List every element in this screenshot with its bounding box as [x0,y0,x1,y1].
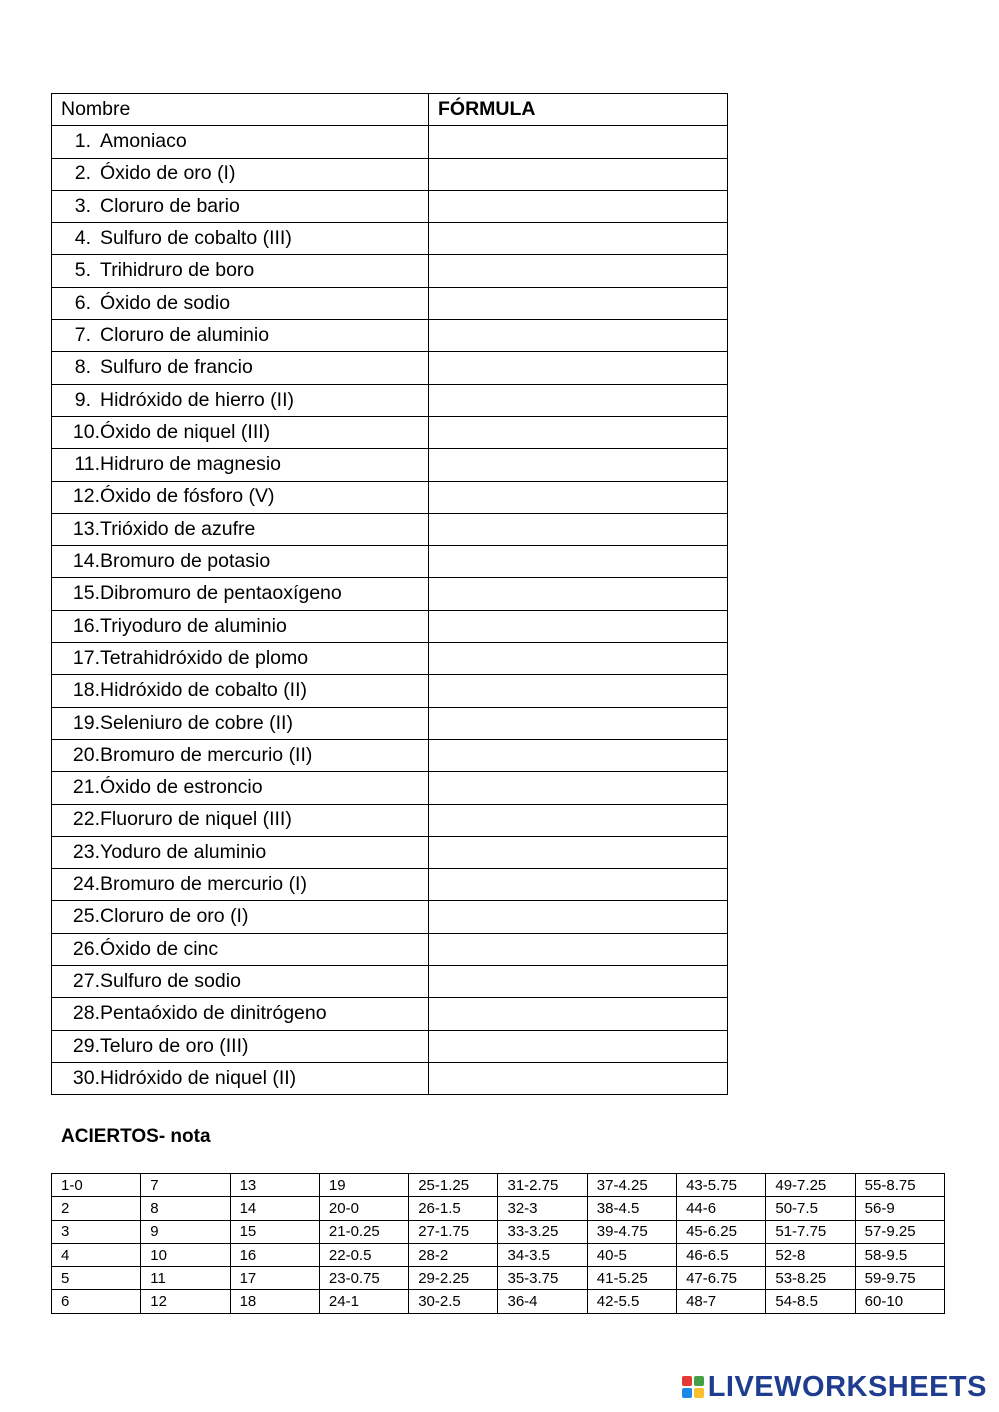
formula-cell[interactable] [429,739,728,771]
compound-name: Cloruro de aluminio [100,323,270,346]
formula-answer-input[interactable] [438,322,727,350]
compound-name: Óxido de oro (I) [100,162,236,185]
item-number: 11. [74,453,100,476]
item-number: 8. [74,356,91,379]
formula-column-header: FÓRMULA [429,94,728,126]
compound-row [52,546,728,578]
formula-cell[interactable] [429,836,728,868]
formula-answer-input[interactable] [438,193,727,221]
compound-name: Hidróxido de hierro (II) [100,388,294,411]
compound-row [52,739,728,771]
compound-name-cell [52,772,429,804]
compound-row [52,933,728,965]
formula-cell[interactable] [429,352,728,384]
formula-cell[interactable] [429,707,728,739]
compound-name-cell [52,352,429,384]
grading-cell: 47-6.75 [677,1267,766,1290]
formula-cell[interactable] [429,772,728,804]
grading-cell: 11 [141,1267,230,1290]
formula-cell[interactable] [429,675,728,707]
formula-answer-input[interactable] [438,1000,727,1028]
formula-answer-input[interactable] [438,580,727,608]
compound-name-cell [52,739,429,771]
formula-answer-input[interactable] [438,1065,727,1093]
formula-cell[interactable] [429,255,728,287]
item-number: 10. [72,420,100,443]
compound-name-cell [52,449,429,481]
grading-cell: 35-3.75 [498,1267,587,1290]
formula-answer-input[interactable] [438,354,727,382]
formula-cell[interactable] [429,320,728,352]
formula-cell[interactable] [429,1030,728,1062]
compound-row [52,610,728,642]
compound-name-cell [52,707,429,739]
grading-cell: 8 [141,1197,230,1220]
compound-row [52,190,728,222]
compound-name: Cloruro de bario [100,194,240,217]
compound-name: Teluro de oro (III) [100,1034,249,1057]
item-number: 12. [72,485,100,508]
formula-cell[interactable] [429,287,728,319]
compound-row [52,643,728,675]
grading-cell: 5 [52,1267,141,1290]
formula-answer-input[interactable] [438,225,727,253]
grading-cell: 4 [52,1243,141,1266]
brand-name: LIVEWORKSHEETS [707,1370,987,1403]
compound-row [52,416,728,448]
grading-cell: 33-3.25 [498,1220,587,1243]
item-number: 3. [74,194,91,217]
grading-cell: 9 [141,1220,230,1243]
compound-name-cell [52,675,429,707]
grading-cell: 48-7 [677,1290,766,1313]
formula-answer-input[interactable] [438,419,727,447]
formula-cell[interactable] [429,190,728,222]
item-number: 4. [74,227,91,250]
item-number: 9. [74,388,91,411]
compound-name-cell [52,610,429,642]
item-number: 7. [74,323,91,346]
item-number: 16. [72,614,100,637]
grading-cell: 29-2.25 [409,1267,498,1290]
grading-cell: 18 [230,1290,319,1313]
compound-row [52,320,728,352]
formula-answer-input[interactable] [438,128,727,156]
formula-cell[interactable] [429,998,728,1030]
compound-row [52,772,728,804]
compound-name-cell [52,966,429,998]
compound-name: Yoduro de aluminio [100,840,267,863]
compound-name-cell [52,804,429,836]
formula-answer-input[interactable] [438,871,727,899]
grading-cell: 60-10 [855,1290,944,1313]
grading-cell: 45-6.25 [677,1220,766,1243]
grading-cell: 32-3 [498,1197,587,1220]
grading-row [52,1290,945,1313]
compound-name-cell [52,998,429,1030]
item-number: 14. [72,550,100,573]
compound-row [52,158,728,190]
formula-answer-input[interactable] [438,451,727,479]
formula-answer-input[interactable] [438,483,727,511]
formula-answer-input[interactable] [438,709,727,737]
grading-cell: 58-9.5 [855,1243,944,1266]
compound-name: Pentaóxido de dinitrógeno [100,1002,327,1025]
compound-name: Triyoduro de aluminio [100,614,287,637]
compound-name: Hidruro de magnesio [100,453,282,476]
compound-row [52,966,728,998]
name-column-header: Nombre [52,94,429,126]
compound-name: Fluoruro de niquel (III) [100,808,292,831]
formula-answer-input[interactable] [438,516,727,544]
compound-name: Amoniaco [100,130,187,153]
grading-cell: 41-5.25 [587,1267,676,1290]
table-header-row [52,94,728,126]
item-number: 2. [74,162,91,185]
liveworksheets-logo [682,1369,987,1405]
item-number: 26. [72,937,100,960]
grading-cell: 19 [319,1174,408,1197]
compound-row [52,804,728,836]
grading-row [52,1267,945,1290]
grading-cell: 24-1 [319,1290,408,1313]
compound-name-cell [52,287,429,319]
grading-cell: 26-1.5 [409,1197,498,1220]
grading-cell: 23-0.75 [319,1267,408,1290]
formula-cell[interactable] [429,933,728,965]
compound-name: Cloruro de oro (I) [100,905,249,928]
grading-row [52,1243,945,1266]
formula-answer-input[interactable] [438,645,727,673]
compound-row [52,287,728,319]
compound-name: Trihidruro de boro [100,259,255,282]
compound-row [52,126,728,158]
compound-row [52,901,728,933]
grading-cell: 34-3.5 [498,1243,587,1266]
item-number: 18. [72,679,100,702]
logo-block [694,1376,704,1386]
compound-row [52,1030,728,1062]
compound-row [52,675,728,707]
item-number: 13. [72,517,100,540]
formula-answer-input[interactable] [438,838,727,866]
item-number: 23. [72,840,100,863]
compound-name-cell [52,126,429,158]
compound-name: Sulfuro de cobalto (III) [100,227,292,250]
grading-cell: 55-8.75 [855,1174,944,1197]
grading-cell: 59-9.75 [855,1267,944,1290]
grading-cell: 21-0.25 [319,1220,408,1243]
grading-cell: 16 [230,1243,319,1266]
item-number: 28. [72,1002,100,1025]
compounds-table [51,93,728,1095]
grading-cell: 46-6.5 [677,1243,766,1266]
item-number: 24. [72,873,100,896]
grading-cell: 39-4.75 [587,1220,676,1243]
grading-cell: 43-5.75 [677,1174,766,1197]
grading-cell: 12 [141,1290,230,1313]
item-number: 15. [72,582,100,605]
formula-answer-input[interactable] [438,160,727,188]
grading-cell: 6 [52,1290,141,1313]
item-number: 30. [72,1066,100,1089]
grading-cell: 51-7.75 [766,1220,855,1243]
compound-name: Sulfuro de francio [100,356,253,379]
compound-name: Bromuro de potasio [100,550,271,573]
formula-cell[interactable] [429,481,728,513]
compound-row [52,513,728,545]
grading-cell: 30-2.5 [409,1290,498,1313]
formula-cell[interactable] [429,578,728,610]
grading-cell: 10 [141,1243,230,1266]
compound-row [52,836,728,868]
formula-cell[interactable] [429,966,728,998]
compound-name-cell [52,1030,429,1062]
item-number: 6. [74,291,91,314]
formula-answer-input[interactable] [438,612,727,640]
compound-row [52,481,728,513]
compound-name-cell [52,158,429,190]
compound-name-cell [52,546,429,578]
logo-block [694,1388,704,1398]
formula-cell[interactable] [429,513,728,545]
grading-cell: 57-9.25 [855,1220,944,1243]
item-number: 5. [74,259,91,282]
grading-cell: 38-4.5 [587,1197,676,1220]
logo-block [682,1388,692,1398]
compound-name-cell [52,933,429,965]
logo-blocks-icon [682,1376,704,1398]
compound-name: Óxido de cinc [100,937,219,960]
formula-answer-input[interactable] [438,1032,727,1060]
grading-cell: 31-2.75 [498,1174,587,1197]
formula-answer-input[interactable] [438,257,727,285]
compound-name-cell [52,836,429,868]
grading-cell: 1-0 [52,1174,141,1197]
item-number: 17. [72,646,100,669]
formula-answer-input[interactable] [438,968,727,996]
formula-answer-input[interactable] [438,774,727,802]
formula-cell[interactable] [429,384,728,416]
grading-cell: 49-7.25 [766,1174,855,1197]
grading-cell: 40-5 [587,1243,676,1266]
compound-name-cell [52,255,429,287]
grading-row [52,1220,945,1243]
compound-name: Bromuro de mercurio (I) [100,873,307,896]
item-number: 25. [72,905,100,928]
grading-cell: 37-4.25 [587,1174,676,1197]
compound-name-cell [52,190,429,222]
compound-name: Trióxido de azufre [100,517,256,540]
formula-cell[interactable] [429,1062,728,1094]
grading-row [52,1197,945,1220]
compound-row [52,578,728,610]
formula-cell[interactable] [429,449,728,481]
compound-name-cell [52,578,429,610]
item-number: 1. [74,130,91,153]
grading-cell: 52-8 [766,1243,855,1266]
grading-row [52,1174,945,1197]
formula-cell[interactable] [429,643,728,675]
formula-cell[interactable] [429,610,728,642]
compound-name: Hidróxido de niquel (II) [100,1066,297,1089]
compound-row [52,449,728,481]
formula-answer-input[interactable] [438,806,727,834]
compound-row [52,998,728,1030]
compound-name-cell [52,869,429,901]
compound-name: Sulfuro de sodio [100,969,241,992]
grading-cell: 44-6 [677,1197,766,1220]
item-number: 21. [72,776,100,799]
formula-cell[interactable] [429,158,728,190]
formula-cell[interactable] [429,546,728,578]
compound-name: Hidróxido de cobalto (II) [100,679,308,702]
formula-cell[interactable] [429,416,728,448]
grading-cell: 7 [141,1174,230,1197]
compound-name: Seleniuro de cobre (II) [100,711,293,734]
formula-cell[interactable] [429,126,728,158]
compound-name: Bromuro de mercurio (II) [100,743,313,766]
compound-row [52,869,728,901]
compound-name: Óxido de sodio [100,291,231,314]
compound-name: Óxido de estroncio [100,776,263,799]
compound-name: Óxido de niquel (III) [100,420,271,443]
compound-name-cell [52,1062,429,1094]
grading-cell: 56-9 [855,1197,944,1220]
formula-cell[interactable] [429,223,728,255]
compound-name-cell [52,223,429,255]
compound-name-cell [52,513,429,545]
compound-name-cell [52,384,429,416]
grading-cell: 42-5.5 [587,1290,676,1313]
grading-cell: 28-2 [409,1243,498,1266]
compound-row [52,223,728,255]
formula-answer-input[interactable] [438,289,727,317]
compound-name-cell [52,320,429,352]
compound-row [52,384,728,416]
grading-cell: 14 [230,1197,319,1220]
formula-answer-input[interactable] [438,742,727,770]
grading-cell: 22-0.5 [319,1243,408,1266]
item-number: 19. [72,711,100,734]
grading-cell: 54-8.5 [766,1290,855,1313]
compound-name: Dibromuro de pentaoxígeno [100,582,342,605]
compound-name-cell [52,643,429,675]
grading-cell: 20-0 [319,1197,408,1220]
formula-answer-input[interactable] [438,386,727,414]
compound-name: Tetrahidróxido de plomo [100,646,309,669]
compound-row [52,255,728,287]
logo-block [682,1376,692,1386]
formula-answer-input[interactable] [438,935,727,963]
compound-name-cell [52,416,429,448]
item-number: 29. [72,1034,100,1057]
formula-cell[interactable] [429,804,728,836]
grading-cell: 53-8.25 [766,1267,855,1290]
grading-cell: 27-1.75 [409,1220,498,1243]
grading-cell: 36-4 [498,1290,587,1313]
formula-answer-input[interactable] [438,677,727,705]
compound-row [52,352,728,384]
grading-cell: 2 [52,1197,141,1220]
grading-cell: 17 [230,1267,319,1290]
item-number: 27. [72,969,100,992]
formula-cell[interactable] [429,869,728,901]
grading-cell: 25-1.25 [409,1174,498,1197]
formula-answer-input[interactable] [438,903,727,931]
compound-row [52,707,728,739]
compound-row [52,1062,728,1094]
grading-cell: 13 [230,1174,319,1197]
grading-cell: 50-7.5 [766,1197,855,1220]
formula-answer-input[interactable] [438,548,727,576]
compound-name-cell [52,901,429,933]
grading-title: ACIERTOS- nota [61,1126,211,1147]
compound-name-cell [52,481,429,513]
grading-table [51,1173,945,1314]
grading-cell: 3 [52,1220,141,1243]
item-number: 22. [72,808,100,831]
item-number: 20. [72,743,100,766]
compound-name: Óxido de fósforo (V) [100,485,275,508]
formula-cell[interactable] [429,901,728,933]
grading-cell: 15 [230,1220,319,1243]
